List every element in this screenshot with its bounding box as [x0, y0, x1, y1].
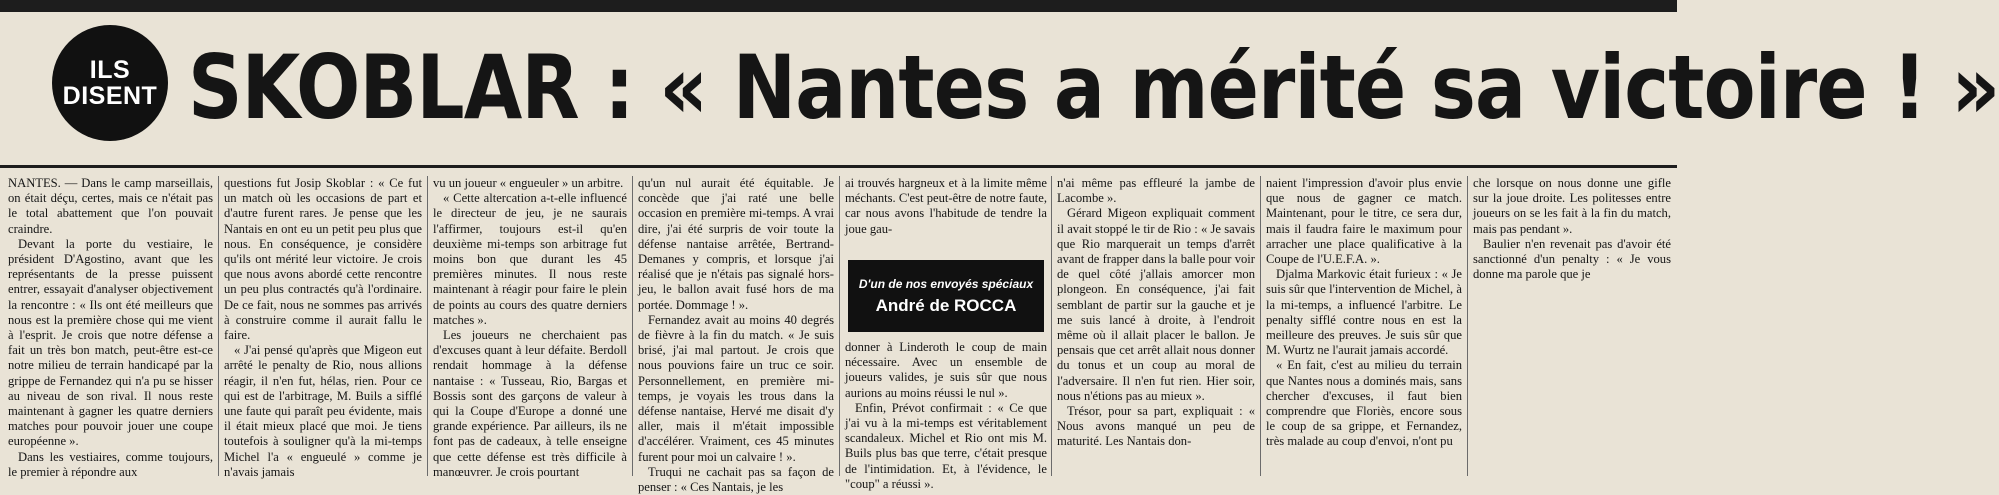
article-column-4	[638, 176, 834, 495]
paragraph: Gérard Migeon expliquait comment il avait stoppé le tir de Rio : « Je savais que Rio marquerait un temps d'arrêt avant de frapper dans la balle pour voir de quel côté j'allais amorcer mon plongeon. En conséquence, j'ai fait semblant de partir sur la gauche et je me suis lancé à droite, à l'endroit même où il allait placer le ballon. Je pensais que cet arrêt allait nous donner du tonus et un coup au moral de l'adversaire. Il n'en fut rien. Hier soir, nous n'étions pas au mieux ».	[1057, 206, 1255, 403]
paragraph: qu'un nul aurait été équitable. Je concède que j'ai raté une belle occasion en première mi-temps. A vrai dire, j'ai été surpris de voir toute la défense nantaise arrêtée, Bertrand-Demanes y compris, et lorsque j'ai réalisé que je n'étais pas signalé hors-jeu, le ballon avait fusé hors de ma portée. Dommage ! ».	[638, 176, 834, 312]
article-column-2	[224, 176, 422, 479]
article-column-5-bottom	[845, 340, 1047, 491]
paragraph: donner à Linderoth le coup de main nécessaire. Avec un ensemble de joueurs valides, je suis sûr que nous aurions au moins réussi le nul ».	[845, 340, 1047, 400]
badge-line-1: ILS	[89, 55, 131, 84]
badge-line-2: DISENT	[62, 82, 158, 110]
paragraph: ai trouvés hargneux et à la limite même méchants. C'est peut-être de notre faute, car nous avons l'habitude de tendre la joue gau-	[845, 176, 1047, 236]
paragraph: Devant la porte du vestiaire, le président D'Agostino, avant que les représentants de la presse puissent entrer, essayait d'analyser objectivement la rencontre : « Ils ont été meilleurs que nous est la première chose qui me vient à l'esprit. Je crois que notre défense a fait un très bon match, peut-être est-ce notre milieu de terrain handicapé par la grippe de Fernandez qui n'a pu se hisser au niveau de son rival. Il nous reste maintenant à gagner les quatre derniers matches pour pouvoir jouer une coupe européenne ».	[8, 236, 213, 449]
paragraph: Djalma Markovic était furieux : « Je suis sûr que l'intervention de Michel, à la mi-temps, a influencé l'arbitre. Le penalty sifflé contre nous en est la meilleure des preuves. Je suis sûr que M. Wurtz ne l'aurait jamais accordé.	[1266, 267, 1462, 358]
headline: SKOBLAR : « Nantes a mérité sa victoire ! »	[188, 36, 1999, 139]
paragraph: naient l'impression d'avoir plus envie que nous de gagner ce match. Maintenant, pour le titre, ce sera dur, mais il faudra faire le maximum pour arracher une place qualificative à la Coupe de l'U.E.F.A. ».	[1266, 176, 1462, 267]
article-column-3	[433, 176, 627, 479]
paragraph: Dans les vestiaires, comme toujours, le premier à répondre aux	[8, 449, 213, 479]
column-divider	[1051, 176, 1052, 476]
paragraph: Trésor, pour sa part, expliquait : « Nous avons manqué un peu de maturité. Les Nantais don-	[1057, 404, 1255, 449]
article-column-8	[1473, 176, 1671, 476]
byline-caption: D'un de nos envoyés spéciaux	[858, 276, 1034, 291]
paragraph: Enfin, Prévot confirmait : « Ce que j'ai vu à la mi-temps est véritablement scandaleux. Michel et Rio ont mis M. Buils plus bas que terre, c'était presque de l'intimidation. Et, à l'évidence, le "coup" a réussi ».	[845, 400, 1047, 491]
paragraph: « En fait, c'est au milieu du terrain que Nantes nous a dominés mais, sans chercher d'excuses, il faut bien comprendre que Floriès, encore sous le coup de sa grippe, et Fernandez, très malade au coup d'envoi, n'ont pu	[1266, 358, 1462, 449]
article-column-5-top	[845, 176, 1047, 246]
paragraph: Baulier n'en revenait pas d'avoir été sanctionné d'un penalty : « Je vous donne ma parole que je	[1473, 236, 1671, 282]
paragraph: Les joueurs ne cherchaient pas d'excuses quant à leur défaite. Berdoll rendait hommage à la défense nantaise : « Tusseau, Rio, Bargas et Bossis sont des garçons de valeur à qui la Coupe d'Europe a donné une grande expérience. Par ailleurs, ils ne font pas de cadeaux, à telle enseigne que cette défense est très difficile à manœuvrer. Je crois pourtant	[433, 328, 627, 479]
paragraph: questions fut Josip Skoblar : « Ce fut un match où les occasions de part et d'autre furent rares. Je pense que les Nantais en ont eu un petit peu plus que nous. En conséquence, je considère qu'ils ont mérité leur victoire. Je crois que nous avons abordé cette rencontre un peu plus contractés qu'à l'ordinaire. De ce fait, nous ne sommes pas arrivés à construire comme il aurait fallu le faire.	[224, 176, 422, 343]
paragraph: Truqui ne cachait pas sa façon de penser : « Ces Nantais, je les	[638, 464, 834, 495]
article-column-1	[8, 176, 213, 479]
top-rule	[0, 0, 1677, 12]
paragraph: vu un joueur « engueuler » un arbitre.	[433, 176, 624, 190]
paragraph: « Cette altercation a-t-elle influencé le directeur de jeu, je ne saurais l'affirmer, toujours est-il qu'en deuxième mi-temps son arbitrage fut moins bon que durant les 45 premières minutes. Il nous reste maintenant à réagir pour faire le plein de points au cours des quatre derniers matches ».	[433, 191, 627, 327]
article-column-7	[1266, 176, 1462, 476]
column-divider	[632, 176, 633, 476]
column-divider	[839, 176, 840, 476]
column-divider	[427, 176, 428, 476]
paragraph: NANTES. — Dans le camp marseillais, on était déçu, certes, mais ce n'était pas le total abattement que l'on pouvait craindre.	[8, 176, 213, 236]
headline-rule	[0, 165, 1677, 168]
paragraph: n'ai même pas effleuré la jambe de Lacombe ».	[1057, 176, 1255, 206]
byline-box	[848, 260, 1044, 332]
paragraph: che lorsque on nous donne une gifle sur la joue droite. Les politesses entre joueurs on se les fait à la fin du match, mais pas pendant ».	[1473, 176, 1671, 236]
column-divider	[218, 176, 219, 476]
byline-author: André de ROCCA	[875, 295, 1017, 315]
column-divider	[1260, 176, 1261, 476]
ils-disent-badge	[52, 25, 168, 141]
paragraph: Fernandez avait au moins 40 degrés de fièvre à la fin du match. « Je suis brisé, j'ai mal partout. Je crois que nous pouvions faire un truc ce soir. Personnellement, en première mi-temps, je voyais les trous dans la défense nantaise, Hervé me disait d'y aller, mais il m'était impossible d'accélérer. Vraiment, ces 45 minutes furent pour moi un calvaire ! ».	[638, 312, 834, 464]
article-column-6	[1057, 176, 1255, 476]
column-divider	[1467, 176, 1468, 476]
paragraph: « J'ai pensé qu'après que Migeon eut arrêté le penalty de Rio, nous allions réagir, il n'en fut, hélas, rien. Pour ce qui est de l'arbitrage, M. Buils a sifflé une faute qui paraît peu évidente, mais il était mieux placé que moi. Je tiens toutefois à souligner qu'à la mi-temps Michel l'a « engueulé » comme je n'avais jamais	[224, 343, 422, 479]
